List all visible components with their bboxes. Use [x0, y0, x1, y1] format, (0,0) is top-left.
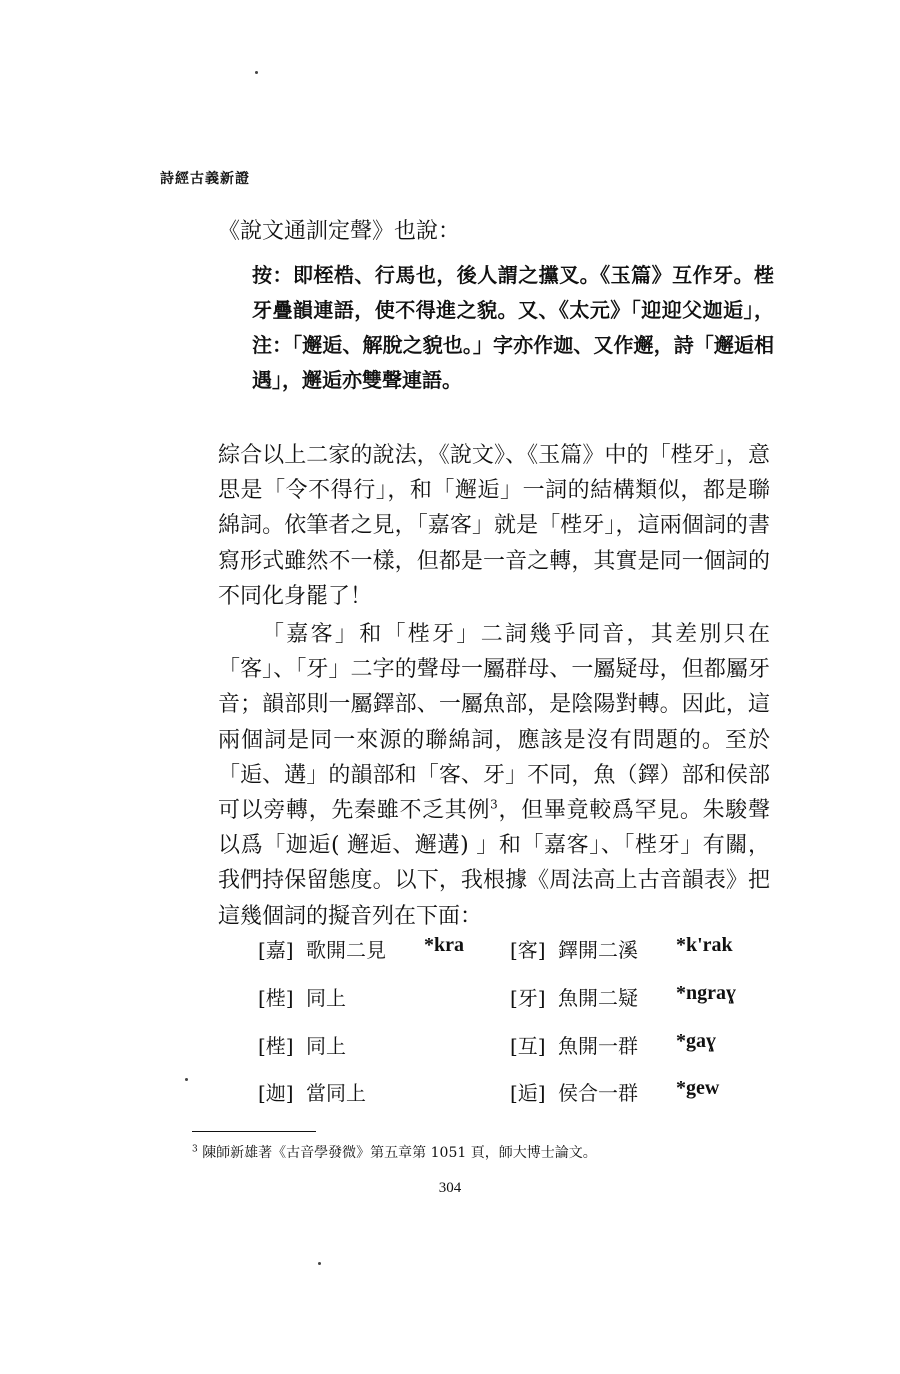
reconstruction-2: *k'rak: [676, 934, 733, 956]
char-1: [梐]: [258, 1034, 294, 1058]
char-2: [逅]: [510, 1081, 546, 1105]
reconstruction-2: *gew: [676, 1077, 720, 1099]
char-2: [客]: [510, 938, 546, 962]
paragraph-2-before: 「嘉客」和「梐牙」二詞幾乎同音，其差別只在「客」、「牙」二字的聲母一屬群母、一屬疑母，但都屬牙音；韻部則一屬鐸部、一屬魚部，是陰陽對轉。因此，這兩個詞是同一來源的聯綿詞，應該是沒有問題的。至於「逅、遘」的韻部和「客、牙」不同，魚（鐸）部和侯部可以旁轉，先秦雖不乏其例: [218, 622, 770, 824]
char-1: [嘉]: [258, 938, 294, 962]
reconstruction-2: *ngraɣ: [676, 982, 736, 1004]
desc-2: 魚開一群: [558, 1034, 638, 1058]
char-1: [迦]: [258, 1081, 294, 1105]
footnote-text: 陳師新雄著《古音學發微》第五章第 1051 頁，師大博士論文。: [202, 1145, 597, 1161]
char-1: [梐]: [258, 986, 294, 1010]
speck: [318, 1262, 321, 1265]
desc-1: 當同上: [306, 1081, 366, 1105]
desc-1: 歌開二見: [306, 938, 386, 962]
desc-1: 同上: [306, 986, 346, 1010]
reconstruction-2: *gaɣ: [676, 1030, 716, 1052]
paragraph-1: [218, 438, 770, 614]
desc-1: 同上: [306, 1034, 346, 1058]
footnote-mark: 3: [192, 1144, 198, 1155]
block-quote: [252, 258, 774, 398]
desc-2: 鐸開二溪: [558, 938, 638, 962]
footnote: [192, 1142, 597, 1162]
speck: [185, 1078, 188, 1081]
desc-2: 魚開二疑: [558, 986, 638, 1010]
char-2: [牙]: [510, 986, 546, 1010]
footnote-ref[interactable]: 3: [490, 797, 498, 812]
desc-2: 侯合一群: [558, 1081, 638, 1105]
page-number: 304: [438, 1180, 462, 1196]
footnote-divider: [192, 1131, 316, 1132]
running-header: 詩經古義新證: [160, 171, 250, 187]
char-2: [互]: [510, 1034, 546, 1058]
paragraph-2-after: ，但畢竟較爲罕見。朱駿聲以爲「迦逅( 邂逅、邂遘) 」和「嘉客」、「梐牙」有關，我們持保留態度。以下，我根據《周法高上古音韻表》把這幾個詞的擬音列在下面：: [218, 798, 770, 929]
paragraph-2: [218, 617, 770, 934]
reconstruction-1: *kra: [424, 934, 464, 956]
quote-text: 按：即桎梏、行馬也，後人謂之攩叉。《玉篇》互作牙。梐牙疊韻連語，使不得進之貌。又、《太元》「迎迎父迦逅」，注：「邂逅、解脫之貌也。」字亦作迦、又作邂，詩「邂逅相遇」，邂逅亦雙聲連語。: [252, 263, 774, 392]
paragraph-1-text: 綜合以上二家的說法，《說文》、《玉篇》中的「梐牙」，意思是「令不得行」，和「邂逅」一詞的結構類似，都是聯綿詞。依筆者之見，「嘉客」就是「梐牙」，這兩個詞的書寫形式雖然不一樣，但都是一音之轉，其實是同一個詞的不同化身罷了！: [218, 443, 770, 609]
speck: [255, 71, 258, 74]
intro-line: 《說文通訓定聲》也說：: [218, 219, 461, 244]
